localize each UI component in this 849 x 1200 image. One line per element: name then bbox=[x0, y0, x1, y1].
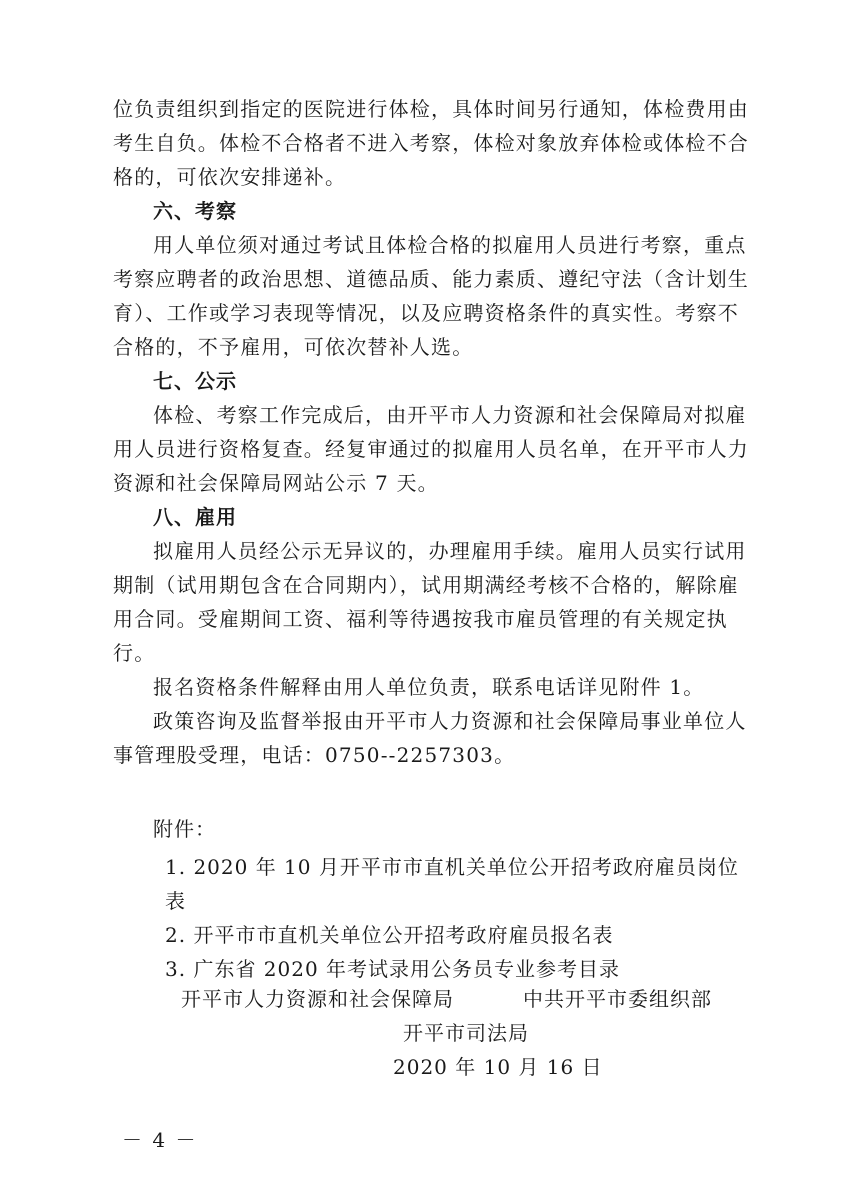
paragraph-employment: 拟雇用人员经公示无异议的，办理雇用手续。雇用人员实行试用期制（试用期包含在合同期内），试用期满经考核不合格的，解除雇用合同。受雇期间工资、福利等待遇按我市雇员管理的有关规定执行。 bbox=[113, 539, 747, 665]
paragraph-physical-exam: 位负责组织到指定的医院进行体检，具体时间另行通知，体检费用由考生自负。体检不合格者不进入考察，体检对象放弃体检或体检不合格的，可依次安排递补。 bbox=[113, 97, 749, 189]
page-number: － 4 － bbox=[122, 1128, 198, 1152]
signature-org-organization-dept: 中共开平市委组织部 bbox=[523, 987, 712, 1011]
paragraph-public-notice: 体检、考察工作完成后，由开平市人力资源和社会保障局对拟雇用人员进行资格复查。经复审通过的拟雇用人员名单，在开平市人力资源和社会保障局网站公示 7 天。 bbox=[113, 403, 749, 495]
paragraph-policy-consult: 政策咨询及监督举报由开平市人力资源和社会保障局事业单位人事管理股受理，电话：0750--2257303。 bbox=[113, 709, 747, 767]
attachments-label: 附件： bbox=[153, 817, 216, 841]
heading-section-6: 六、考察 bbox=[153, 199, 237, 223]
attachment-item-1: 1. 2020 年 10 月开平市市直机关单位公开招考政府雇员岗位表 bbox=[165, 855, 739, 913]
signature-date: 2020 年 10 月 16 日 bbox=[393, 1055, 603, 1079]
signature-org-justice: 开平市司法局 bbox=[403, 1021, 529, 1045]
heading-section-7: 七、公示 bbox=[153, 369, 237, 393]
attachments-section bbox=[113, 812, 753, 986]
paragraph-eligibility-contact: 报名资格条件解释由用人单位负责，联系电话详见附件 1。 bbox=[153, 675, 705, 699]
signature-block bbox=[0, 982, 849, 1084]
signature-org-hrss: 开平市人力资源和社会保障局 bbox=[181, 987, 454, 1011]
heading-section-8: 八、雇用 bbox=[153, 505, 237, 529]
paragraph-inspection: 用人单位须对通过考试且体检合格的拟雇用人员进行考察，重点考察应聘者的政治思想、道德品质、能力素质、遵纪守法（含计划生育）、工作或学习表现等情况，以及应聘资格条件的真实性。考察不合格的，不予雇用，可依次替补人选。 bbox=[113, 233, 749, 359]
main-text bbox=[113, 92, 753, 772]
attachment-item-3: 3. 广东省 2020 年考试录用公务员专业参考目录 bbox=[165, 957, 621, 981]
attachment-item-2: 2. 开平市市直机关单位公开招考政府雇员报名表 bbox=[165, 923, 614, 947]
